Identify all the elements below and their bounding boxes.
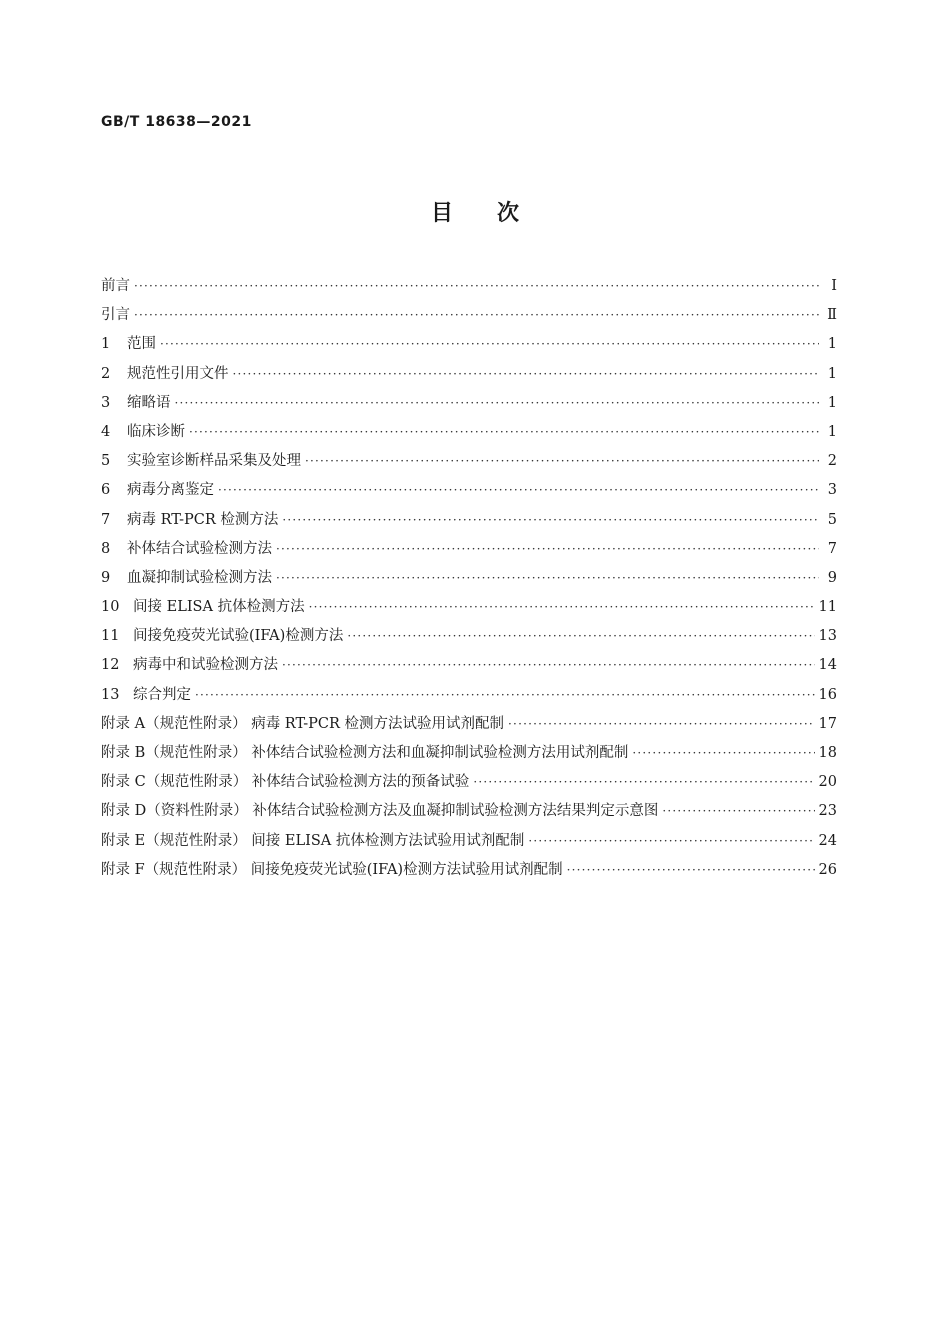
toc-entry-label: 附录 B（规范性附录） 补体结合试验检测方法和血凝抑制试验检测方法用试剂配制	[101, 745, 629, 761]
toc-entry-label: 前言	[101, 278, 130, 294]
toc-leader-dots	[160, 330, 819, 359]
toc-entry-page: 3	[827, 482, 837, 499]
toc-entry-text: 临床诊断	[127, 423, 185, 440]
toc-entry-annex-b[interactable]	[101, 739, 837, 768]
toc-entry-3[interactable]	[101, 389, 837, 418]
toc-entry-text: 综合判定	[133, 686, 191, 703]
toc-entry-number: 10	[101, 599, 120, 616]
toc-entry-11[interactable]	[101, 622, 837, 651]
toc-entry-foreword[interactable]	[101, 272, 837, 301]
toc-entry-number: 7	[101, 511, 111, 528]
toc-entry-text: 血凝抑制试验检测方法	[127, 569, 272, 586]
toc-entry-text: 病毒中和试验检测方法	[133, 657, 278, 674]
toc-entry-label	[101, 564, 276, 593]
toc-entry-page: 14	[818, 657, 837, 674]
toc-leader-dots	[528, 827, 814, 856]
toc-entry-label	[101, 389, 175, 418]
toc-entry-page: 23	[818, 803, 837, 820]
toc-entry-label	[101, 330, 160, 359]
toc-leader-dots	[218, 476, 819, 505]
toc-leader-dots	[134, 272, 819, 301]
toc-entry-page: 2	[827, 453, 837, 470]
toc-entry-label: 引言	[101, 307, 130, 324]
toc-entry-page: 18	[818, 745, 837, 761]
toc-entry-text: 间接免疫荧光试验(IFA)检测方法	[133, 628, 344, 645]
toc-leader-dots	[305, 447, 819, 476]
toc-leader-dots	[282, 651, 815, 680]
toc-entry-8[interactable]	[101, 535, 837, 564]
toc-entry-page: 7	[827, 540, 837, 557]
toc-entry-page: Ⅱ	[827, 307, 837, 324]
toc-entry-number: 2	[101, 365, 111, 382]
toc-entry-page: 13	[818, 628, 837, 645]
toc-entry-label: 附录 D（资料性附录） 补体结合试验检测方法及血凝抑制试验检测方法结果判定示意图	[101, 803, 659, 820]
toc-entry-text: 缩略语	[127, 394, 171, 411]
toc-entry-text: 范围	[127, 336, 156, 353]
toc-leader-dots	[276, 535, 819, 564]
toc-leader-dots	[189, 418, 819, 447]
toc-entry-number: 5	[101, 453, 111, 470]
toc-leader-dots	[195, 681, 815, 710]
table-of-contents	[101, 272, 837, 885]
toc-entry-page: 16	[818, 686, 837, 703]
toc-entry-number: 4	[101, 423, 111, 440]
toc-entry-12[interactable]	[101, 651, 837, 680]
toc-entry-page: 11	[818, 599, 837, 616]
toc-entry-page: 1	[827, 336, 837, 353]
toc-entry-number: 9	[101, 569, 111, 586]
toc-entry-annex-a[interactable]	[101, 710, 837, 739]
toc-entry-page: Ⅰ	[831, 278, 837, 294]
toc-entry-page: 26	[818, 861, 837, 878]
toc-entry-text: 病毒 RT-PCR 检测方法	[127, 511, 279, 528]
toc-entry-annex-f[interactable]	[101, 856, 837, 885]
toc-entry-label: 附录 A（规范性附录） 病毒 RT-PCR 检测方法试验用试剂配制	[101, 715, 505, 732]
toc-entry-page: 24	[818, 832, 837, 849]
toc-leader-dots	[282, 506, 819, 535]
toc-entry-label	[101, 681, 195, 710]
toc-entry-10[interactable]	[101, 593, 837, 622]
toc-entry-page: 9	[827, 569, 837, 586]
toc-entry-label	[101, 593, 309, 622]
toc-leader-dots	[134, 301, 819, 330]
toc-entry-number: 6	[101, 482, 111, 499]
toc-entry-page: 1	[827, 365, 837, 382]
toc-entry-text: 间接 ELISA 抗体检测方法	[133, 599, 305, 616]
toc-leader-dots	[473, 768, 814, 797]
toc-leader-dots	[662, 797, 814, 826]
toc-entry-page: 5	[827, 511, 837, 528]
toc-leader-dots	[276, 564, 819, 593]
page-title: 目次	[430, 201, 563, 226]
toc-entry-page: 17	[818, 715, 837, 732]
toc-leader-dots	[508, 710, 815, 739]
toc-entry-label	[101, 360, 233, 389]
toc-entry-number: 13	[101, 686, 120, 703]
toc-entry-number: 3	[101, 394, 111, 411]
toc-entry-number: 11	[101, 628, 120, 645]
toc-entry-label	[101, 476, 218, 505]
toc-entry-1[interactable]	[101, 330, 837, 359]
toc-entry-2[interactable]	[101, 360, 837, 389]
toc-entry-label	[101, 506, 282, 535]
toc-entry-9[interactable]	[101, 564, 837, 593]
toc-entry-text: 病毒分离鉴定	[127, 482, 214, 499]
toc-entry-label	[101, 447, 305, 476]
toc-entry-label: 附录 E（规范性附录） 间接 ELISA 抗体检测方法试验用试剂配制	[101, 832, 525, 849]
toc-leader-dots	[567, 856, 815, 885]
toc-entry-annex-e[interactable]	[101, 827, 837, 856]
toc-entry-introduction[interactable]	[101, 301, 837, 330]
toc-entry-4[interactable]	[101, 418, 837, 447]
toc-entry-7[interactable]	[101, 506, 837, 535]
toc-leader-dots	[309, 593, 815, 622]
toc-entry-label	[101, 535, 276, 564]
toc-entry-text: 补体结合试验检测方法	[127, 540, 272, 557]
toc-leader-dots	[233, 360, 820, 389]
toc-entry-text: 实验室诊断样品采集及处理	[127, 453, 301, 470]
toc-entry-page: 1	[827, 423, 837, 440]
toc-entry-page: 1	[827, 394, 837, 411]
toc-entry-13[interactable]	[101, 681, 837, 710]
toc-entry-label	[101, 651, 282, 680]
toc-entry-5[interactable]	[101, 447, 837, 476]
toc-entry-number: 12	[101, 657, 120, 674]
toc-entry-text: 规范性引用文件	[127, 365, 229, 382]
toc-entry-annex-d[interactable]	[101, 797, 837, 826]
toc-entry-number: 1	[101, 336, 111, 353]
toc-entry-page: 20	[818, 774, 837, 791]
toc-entry-label: 附录 C（规范性附录） 补体结合试验检测方法的预备试验	[101, 774, 470, 791]
toc-entry-label	[101, 418, 189, 447]
toc-entry-label: 附录 F（规范性附录） 间接免疫荧光试验(IFA)检测方法试验用试剂配制	[101, 861, 563, 878]
toc-entry-6[interactable]	[101, 476, 837, 505]
toc-leader-dots	[175, 389, 820, 418]
standard-number: GB/T 18638—2021	[101, 114, 252, 130]
toc-leader-dots	[347, 622, 814, 651]
toc-entry-number: 8	[101, 540, 111, 557]
toc-entry-annex-c[interactable]	[101, 768, 837, 797]
toc-leader-dots	[632, 739, 814, 768]
toc-entry-label	[101, 622, 347, 651]
